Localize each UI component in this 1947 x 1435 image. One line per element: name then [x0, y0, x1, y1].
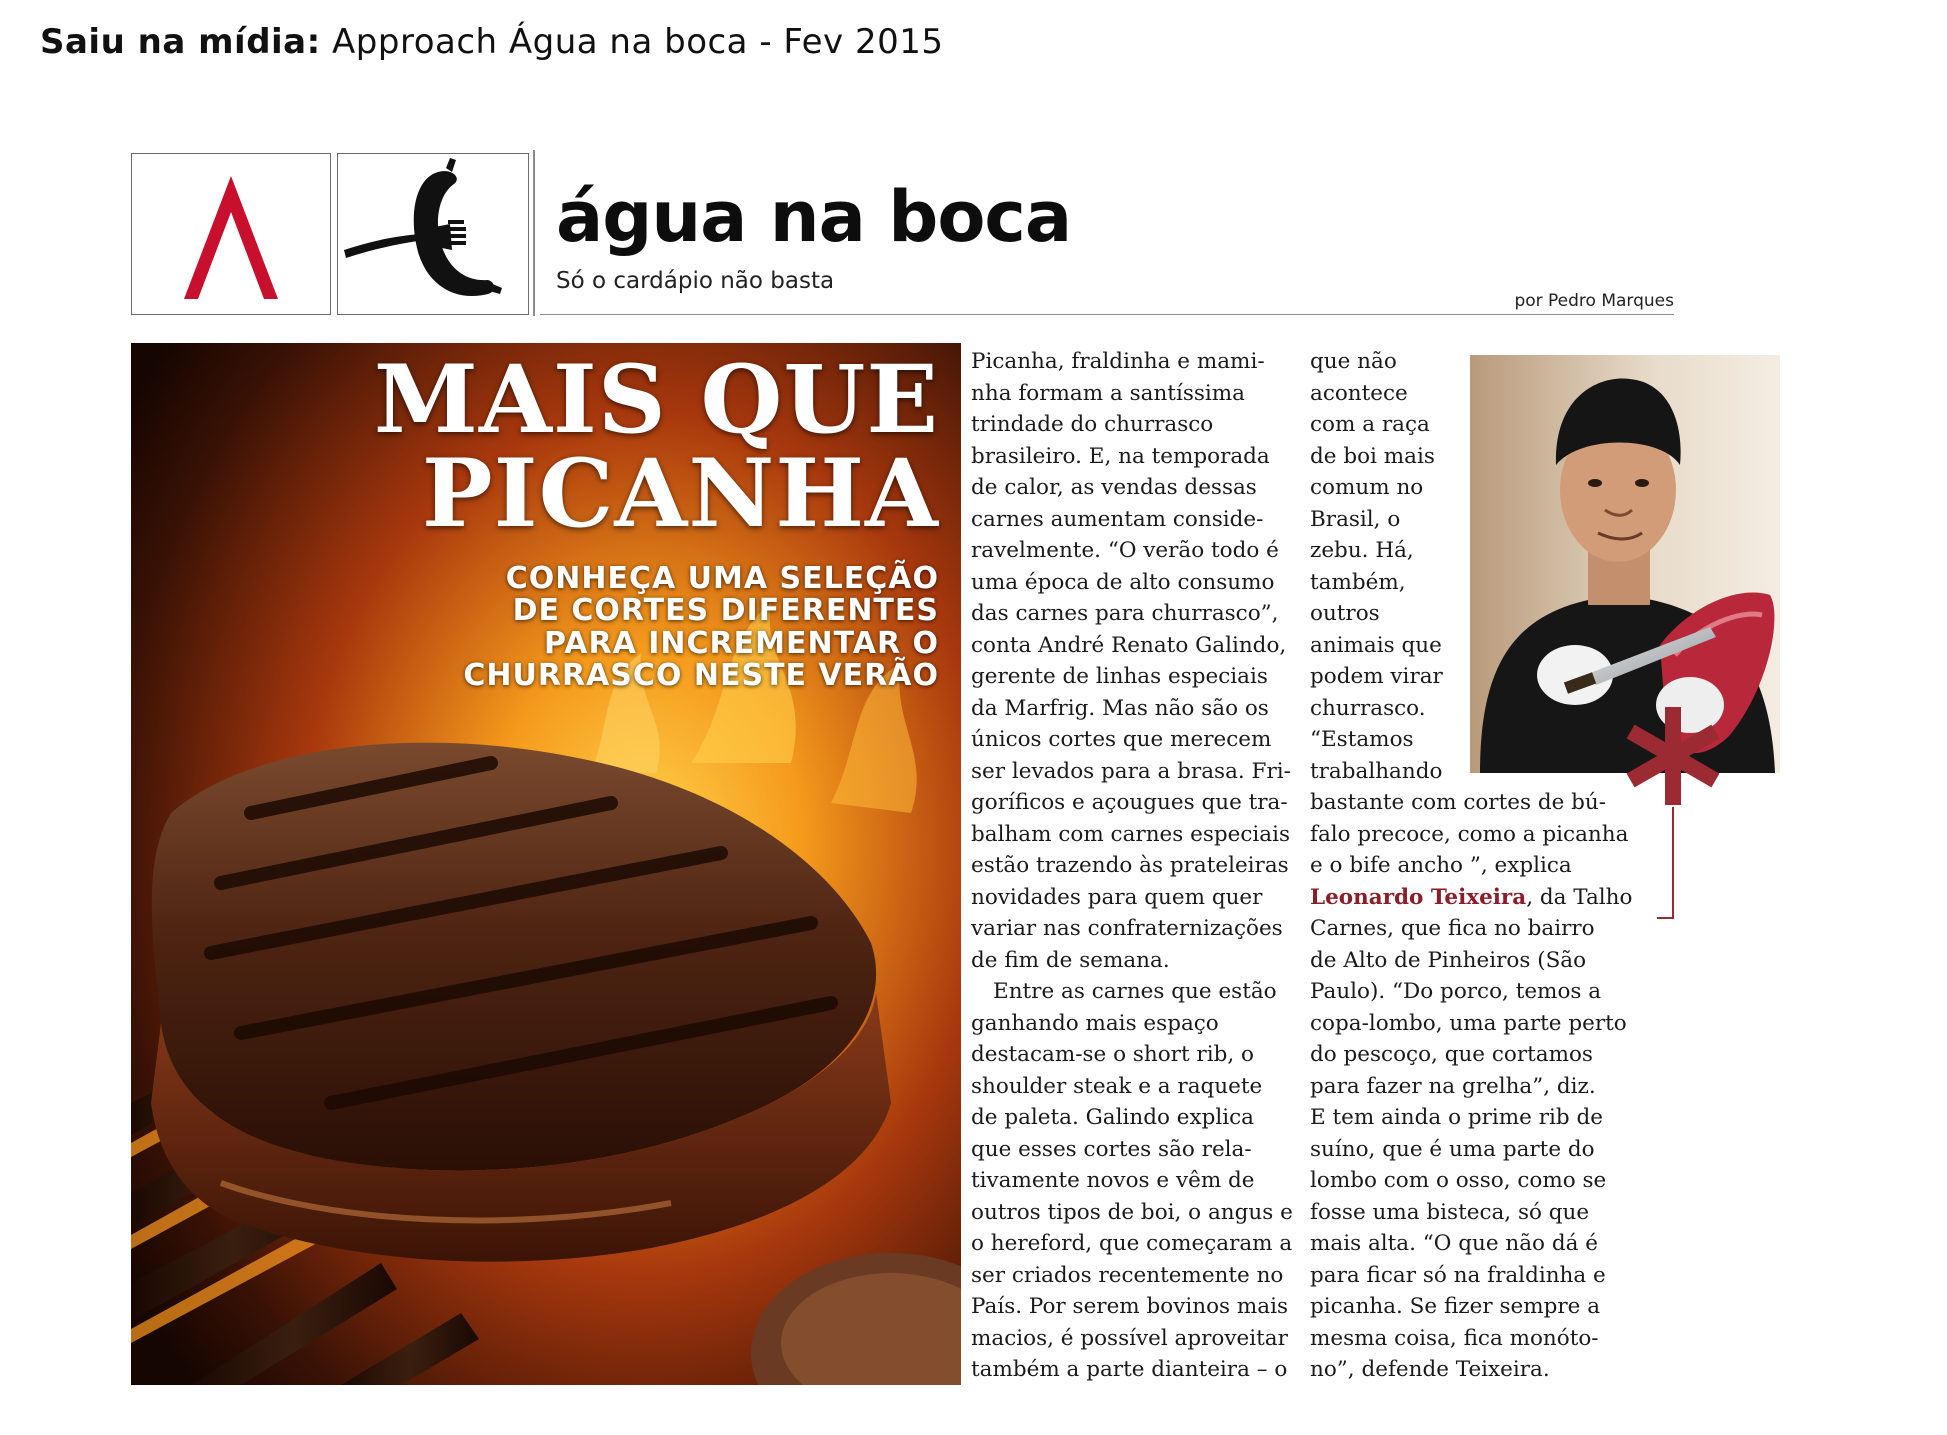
text-line: de fim de semana.	[971, 947, 1170, 973]
text-line: para ficar só na fraldinha e	[1310, 1262, 1606, 1288]
text-line: de paleta. Galindo explica	[971, 1105, 1254, 1130]
text-line: também a parte dianteira – o	[971, 1357, 1288, 1382]
text-line: no”, defende Teixeira.	[1310, 1357, 1550, 1382]
text-line: para fazer na grelha”, diz.	[1310, 1073, 1596, 1099]
text-line: animais que	[1310, 632, 1442, 658]
text-line: lombo com o osso, como se	[1310, 1168, 1607, 1193]
author-byline: por Pedro Marques	[1514, 291, 1674, 311]
hero-deck-line: DE CORTES DIFERENTES	[512, 593, 939, 629]
text-line: ser levados para a brasa. Fri-	[971, 758, 1291, 784]
text-line: nha formam a santíssima	[971, 380, 1245, 406]
text-line: gerente de linhas especiais	[971, 664, 1268, 689]
text-line: goríficos e açougues que tra-	[971, 790, 1288, 815]
section-icon-box	[337, 153, 529, 315]
text-line	[1310, 882, 1640, 914]
page-title-text: Approach Água na boca - Fev 2015	[320, 22, 944, 62]
text-line: ser criados recentemente no	[971, 1262, 1284, 1288]
text-line: outros	[1310, 601, 1380, 626]
interviewee-name: Leonardo Teixeira	[1310, 884, 1527, 910]
text-line: ravelmente. “O verão todo é	[971, 538, 1279, 563]
text-line: Brasil, o	[1310, 506, 1401, 532]
text-line: brasileiro. E, na temporada	[971, 443, 1270, 469]
callout-line-vertical	[1672, 807, 1674, 919]
text-line: Entre as carnes que estão	[993, 979, 1277, 1004]
text-line: shoulder steak e a raquete	[971, 1073, 1263, 1099]
text-line: macios, é possível aproveitar	[971, 1325, 1288, 1351]
article-column-1	[971, 346, 1293, 1386]
text-line: de Alto de Pinheiros (São	[1310, 947, 1587, 973]
text-line: com a raça	[1310, 412, 1430, 437]
text-line: variar nas confraternizações	[971, 916, 1283, 941]
text-line: balham com carnes especiais	[971, 821, 1291, 847]
text-line: que não	[1310, 349, 1397, 374]
callout-line-horizontal	[1657, 917, 1673, 919]
hero-deck-line: PARA INCREMENTAR O	[544, 625, 939, 661]
text-line: “Estamos	[1310, 727, 1414, 752]
text-line: picanha. Se fizer sempre a	[1310, 1294, 1601, 1319]
text-line: suíno, que é uma parte do	[1310, 1136, 1595, 1162]
text-line: também,	[1310, 569, 1406, 595]
text-line: destacam-se o short rib, o	[971, 1042, 1254, 1067]
hero-headline	[373, 345, 939, 549]
text-fragment: , da Talho	[1526, 884, 1633, 910]
text-line: tivamente novos e vêm de	[971, 1168, 1255, 1193]
hero-deck-line: CONHEÇA UMA SELEÇÃO	[505, 561, 939, 596]
text-line: estão trazendo às prateleiras	[971, 853, 1289, 878]
text-line: trindade do churrasco	[971, 412, 1214, 437]
text-line: copa-lombo, uma parte perto	[1310, 1010, 1627, 1036]
text-line: conta André Renato Galindo,	[971, 632, 1287, 658]
text-line: ganhando mais espaço	[971, 1010, 1219, 1036]
text-line: trabalhando	[1310, 758, 1443, 784]
text-line: Picanha, fraldinha e mami-	[971, 349, 1265, 374]
hero-headline-line: MAIS QUE	[373, 345, 939, 455]
text-line: únicos cortes que merecem	[971, 727, 1272, 752]
asterisk-icon	[1623, 703, 1723, 809]
hero-deck-line: CHURRASCO NESTE VERÃO	[463, 658, 939, 694]
text-line: mais alta. “O que não dá é	[1310, 1231, 1598, 1256]
red-chevron-logo-icon	[132, 154, 330, 314]
section-name: água na boca	[556, 176, 1072, 258]
text-line: País. Por serem bovinos mais	[971, 1294, 1289, 1319]
text-line: comum no	[1310, 475, 1424, 500]
text-line: churrasco.	[1310, 695, 1426, 721]
text-line: podem virar	[1310, 664, 1443, 689]
text-line: de calor, as vendas dessas	[971, 475, 1257, 500]
logo-box	[131, 153, 331, 315]
text-line: outros tipos de boi, o angus e	[971, 1199, 1293, 1225]
text-line: Paulo). “Do porco, temos a	[1310, 979, 1602, 1004]
section-subtitle: Só o cardápio não basta	[556, 268, 835, 294]
page-title	[40, 22, 943, 62]
text-line: carnes aumentam conside-	[971, 506, 1264, 532]
text-line: da Marfrig. Mas não são os	[971, 695, 1269, 721]
text-line: e o bife ancho ”, explica	[1310, 853, 1572, 878]
text-line: zebu. Há,	[1310, 538, 1414, 563]
text-line: de boi mais	[1310, 443, 1435, 469]
page-title-label: Saiu na mídia:	[40, 22, 321, 62]
text-line: acontece	[1310, 380, 1408, 406]
text-line: das carnes para churrasco”,	[971, 601, 1279, 626]
text-line: Carnes, que fica no bairro	[1310, 916, 1595, 941]
text-line: bastante com cortes de bú-	[1310, 790, 1607, 815]
sausage-on-fork-icon	[338, 154, 528, 314]
hero-headline-line: PICANHA	[421, 439, 939, 549]
text-line: novidades para quem quer	[971, 884, 1263, 910]
text-line: que esses cortes são rela-	[971, 1136, 1252, 1162]
text-line: E tem ainda o prime rib de	[1310, 1105, 1603, 1130]
text-line: fosse uma bisteca, só que	[1310, 1199, 1590, 1225]
text-line: o hereford, que começaram a	[971, 1231, 1293, 1256]
text-line: do pescoço, que cortamos	[1310, 1042, 1593, 1067]
text-line: uma época de alto consumo	[971, 569, 1275, 595]
text-line: falo precoce, como a picanha	[1310, 821, 1629, 847]
text-line: mesma coisa, fica monóto-	[1310, 1325, 1599, 1351]
header-divider	[533, 150, 535, 316]
header-rule	[540, 314, 1674, 315]
grilled-steak-photo	[131, 343, 961, 1385]
hero-deck	[463, 563, 939, 693]
